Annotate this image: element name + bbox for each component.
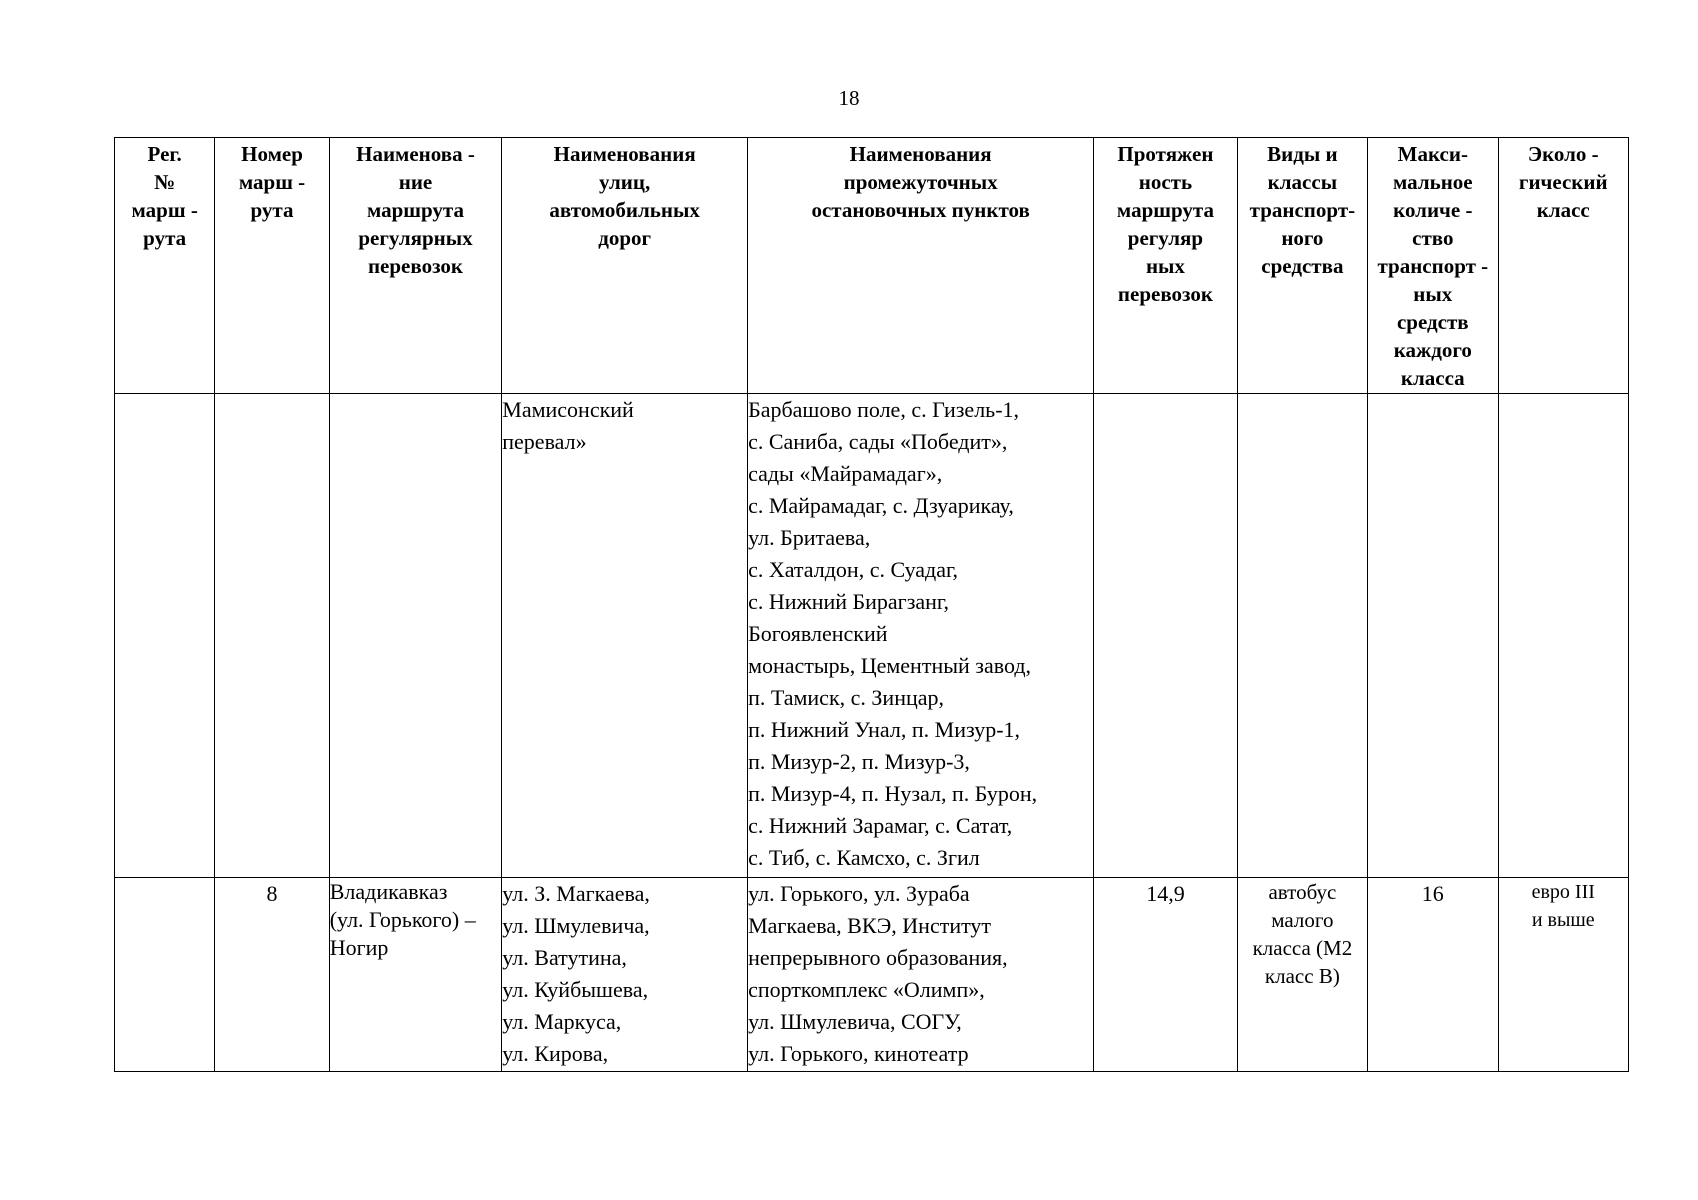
cell-vehicle-types	[1237, 394, 1367, 878]
cell-line: Рег.	[147, 142, 182, 166]
cell-line: рута	[143, 226, 187, 250]
cell-line: ул. З. Магкаева,	[502, 881, 650, 906]
cell-line: перевал»	[502, 429, 587, 454]
cell-line: ул. Бритаева,	[748, 525, 871, 550]
cell-line: количе -	[1393, 198, 1473, 222]
cell-line: Владикавказ	[329, 879, 448, 904]
table-row	[115, 394, 1629, 878]
cell-line: малого	[1271, 908, 1334, 932]
cell-length: 14,9	[1094, 878, 1237, 1072]
cell-line: ного	[1281, 226, 1324, 250]
cell-eco-class	[1498, 878, 1628, 1072]
cell-route-no	[215, 394, 329, 878]
cell-line: Наименова -	[356, 142, 475, 166]
cell-line: Эколо -	[1527, 142, 1599, 166]
cell-line: улиц,	[599, 170, 651, 194]
cell-line: Наименования	[849, 142, 992, 166]
cell-line: класс В)	[1264, 964, 1340, 988]
cell-reg-no	[115, 878, 215, 1072]
cell-streets	[502, 878, 748, 1072]
cell-line: ул. Шмулевича,	[502, 913, 650, 938]
cell-line: регуляр	[1127, 226, 1204, 250]
cell-line: остановочных пунктов	[811, 198, 1030, 222]
header-max-count	[1368, 138, 1498, 394]
cell-line: ность	[1138, 170, 1193, 194]
cell-line: транспорт -	[1377, 254, 1489, 278]
cell-line: перевозок	[1117, 282, 1213, 306]
cell-line: с. Саниба, сады «Победит»,	[748, 429, 1008, 454]
cell-line: ул. Кирова,	[502, 1041, 609, 1066]
cell-line: №	[154, 170, 176, 194]
table-row	[115, 878, 1629, 1072]
cell-line: маршрута	[366, 198, 464, 222]
cell-line: сады «Майрамадаг»,	[748, 461, 943, 486]
cell-line: ул. Куйбышева,	[502, 977, 649, 1002]
cell-line: перевозок	[367, 254, 463, 278]
cell-line: автомобильных	[549, 198, 700, 222]
cell-line: Магкаева, ВКЭ, Институт	[748, 913, 992, 938]
cell-line: класса	[1400, 366, 1465, 390]
cell-line: автобус	[1268, 880, 1337, 904]
cell-line: ул. Шмулевича, СОГУ,	[748, 1009, 962, 1034]
cell-line: класс	[1536, 198, 1590, 222]
cell-line: ние	[398, 170, 433, 194]
cell-line: дорог	[598, 226, 652, 250]
cell-stops	[748, 878, 1094, 1072]
cell-line: ул. Маркуса,	[502, 1009, 622, 1034]
header-eco-class	[1498, 138, 1628, 394]
cell-stops	[748, 394, 1094, 878]
header-length	[1094, 138, 1237, 394]
routes-table	[114, 137, 1629, 1072]
cell-route-name	[329, 878, 502, 1072]
cell-route-name	[329, 394, 502, 878]
header-vehicle-types	[1237, 138, 1367, 394]
cell-line: Барбашово поле, с. Гизель-1,	[748, 397, 1020, 422]
cell-line: марш -	[131, 198, 198, 222]
cell-line: п. Мизур-4, п. Нузал, п. Бурон,	[748, 781, 1038, 806]
cell-length	[1094, 394, 1237, 878]
cell-line: Ногир	[329, 935, 389, 960]
cell-line: спорткомплекс «Олимп»,	[748, 977, 985, 1002]
cell-line: средства	[1261, 254, 1344, 278]
cell-line: средств	[1396, 310, 1469, 334]
cell-max-count	[1368, 394, 1498, 878]
cell-line: классы	[1267, 170, 1338, 194]
cell-line: маршрута	[1116, 198, 1214, 222]
cell-line: Богоявленский	[748, 621, 888, 646]
cell-line: п. Тамиск, с. Зинцар,	[748, 685, 945, 710]
header-reg-no	[115, 138, 215, 394]
header-route-name	[329, 138, 502, 394]
cell-line: ул. Горького, кинотеатр	[748, 1041, 969, 1066]
cell-line: транспорт-	[1249, 198, 1356, 222]
cell-line: (ул. Горького) –	[329, 907, 476, 932]
cell-vehicle-types	[1237, 878, 1367, 1072]
cell-line: п. Мизур-2, п. Мизур-3,	[748, 749, 970, 774]
cell-line: класса (М2	[1252, 936, 1353, 960]
cell-line: непрерывного образования,	[748, 945, 1008, 970]
cell-line: ных	[1145, 254, 1185, 278]
cell-line: ул. Ватутина,	[502, 945, 627, 970]
cell-line: с. Хаталдон, с. Суадаг,	[748, 557, 959, 582]
cell-line: и выше	[1531, 909, 1595, 931]
cell-line: Наименования	[553, 142, 696, 166]
cell-route-no: 8	[215, 878, 329, 1072]
cell-line: с. Тиб, с. Камсхо, с. Згил	[748, 845, 980, 870]
header-streets	[502, 138, 748, 394]
header-route-no	[215, 138, 329, 394]
cell-line: ство	[1412, 226, 1454, 250]
cell-eco-class	[1498, 394, 1628, 878]
page-number: 18	[838, 86, 860, 110]
header-stops	[748, 138, 1094, 394]
cell-line: с. Нижний Зарамаг, с. Сатат,	[748, 813, 1013, 838]
cell-line: марш -	[238, 170, 306, 194]
cell-line: Макси-	[1397, 142, 1468, 166]
cell-line: рута	[250, 198, 294, 222]
cell-line: Номер	[241, 142, 303, 166]
cell-line: с. Нижний Бирагзанг,	[748, 589, 949, 614]
table-header-row	[115, 138, 1629, 394]
cell-line: промежуточных	[843, 170, 998, 194]
cell-line: Мамисонский	[502, 397, 634, 422]
cell-line: ных	[1413, 282, 1453, 306]
cell-line: гический	[1518, 170, 1608, 194]
cell-streets	[502, 394, 748, 878]
cell-max-count: 16	[1368, 878, 1498, 1072]
cell-line: Протяжен	[1117, 142, 1214, 166]
cell-reg-no	[115, 394, 215, 878]
cell-line: евро III	[1531, 881, 1595, 903]
cell-line: п. Нижний Унал, п. Мизур-1,	[748, 717, 1021, 742]
cell-line: ул. Горького, ул. Зураба	[748, 881, 970, 906]
cell-line: Виды и	[1267, 142, 1338, 166]
cell-line: каждого	[1393, 338, 1472, 362]
cell-line: монастырь, Цементный завод,	[748, 653, 1032, 678]
cell-line: регулярных	[358, 226, 473, 250]
cell-line: с. Майрамадаг, с. Дзуарикау,	[748, 493, 1014, 518]
cell-line: мальное	[1392, 170, 1473, 194]
